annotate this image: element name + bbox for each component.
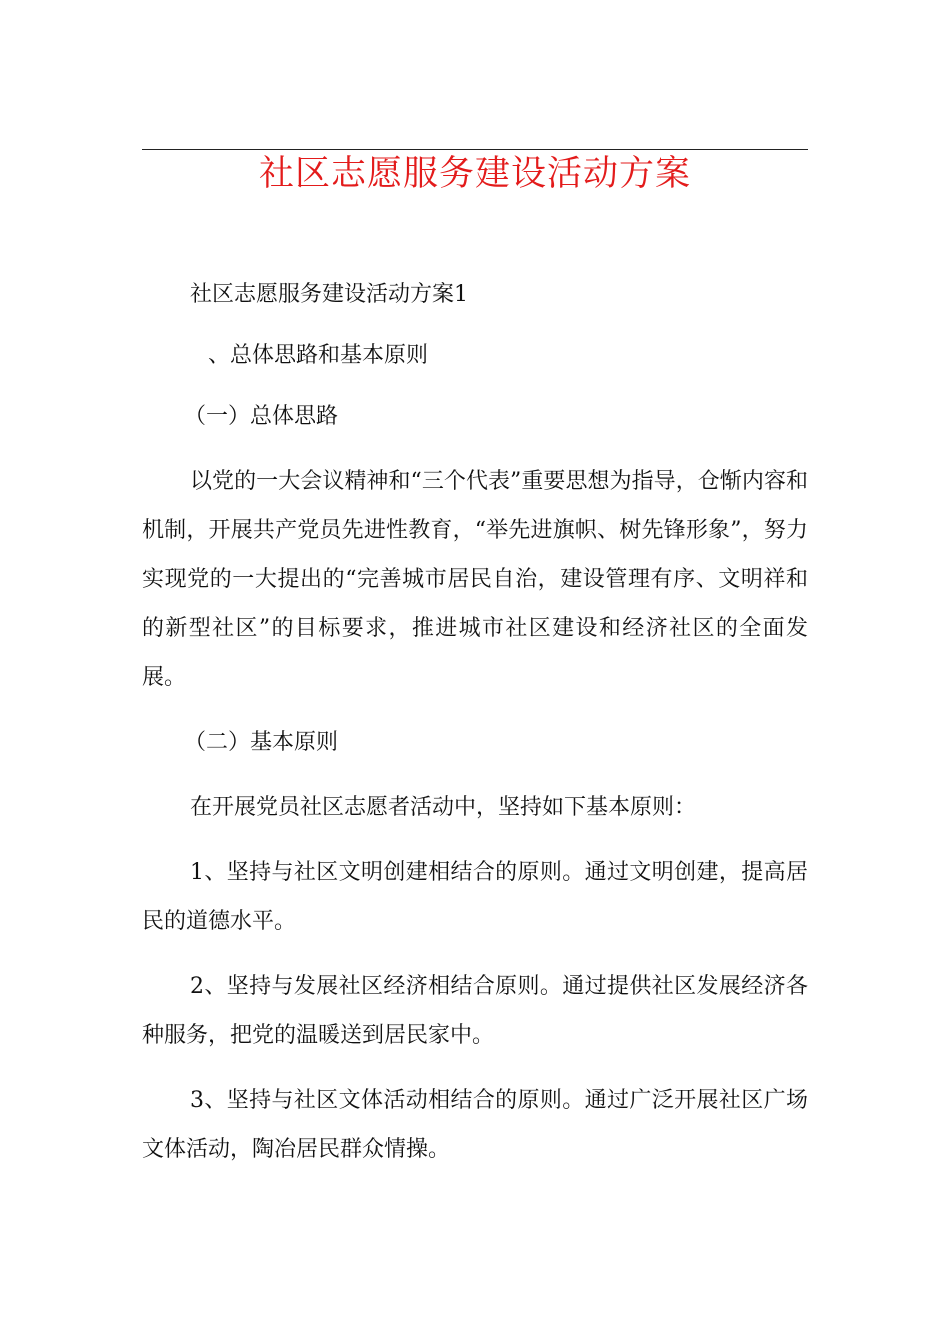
principle-item: 3、坚持与社区文体活动相结合的原则。通过广泛开展社区广场文体活动，陶冶居民群众情操。 [142,1088,808,1162]
paragraph-principles-intro: 在开展党员社区志愿者活动中，坚持如下基本原则： [190,795,697,820]
principle-item: 2、坚持与发展社区经济相结合原则。通过提供社区发展经济各种服务，把党的温暖送到居民家中。 [142,974,808,1048]
document-title: 社区志愿服务建设活动方案 [258,154,691,194]
subsection-heading-1: （一）总体思路 [184,404,339,429]
principle-item: 1、坚持与社区文明创建相结合的原则。通过文明创建，提高居民的道德水平。 [142,860,808,934]
section-title: 社区志愿服务建设活动方案1 [190,282,468,307]
document-body [142,270,808,1174]
paragraph-overall-approach: 以党的一大会议精神和“三个代表”重要思想为指导，仓惭内容和机制，开展共产党员先进性教育，“举先进旗帜、树先锋形象”，努力实现党的一大提出的“完善城市居民自治，建设管理有序、文明祥和的新型社区”的目标要求，推进城市社区建设和经济社区的全面发展。 [142,469,808,690]
part-heading: 、总体思路和基本原则 [208,343,429,368]
subsection-heading-2: （二）基本原则 [184,730,339,755]
